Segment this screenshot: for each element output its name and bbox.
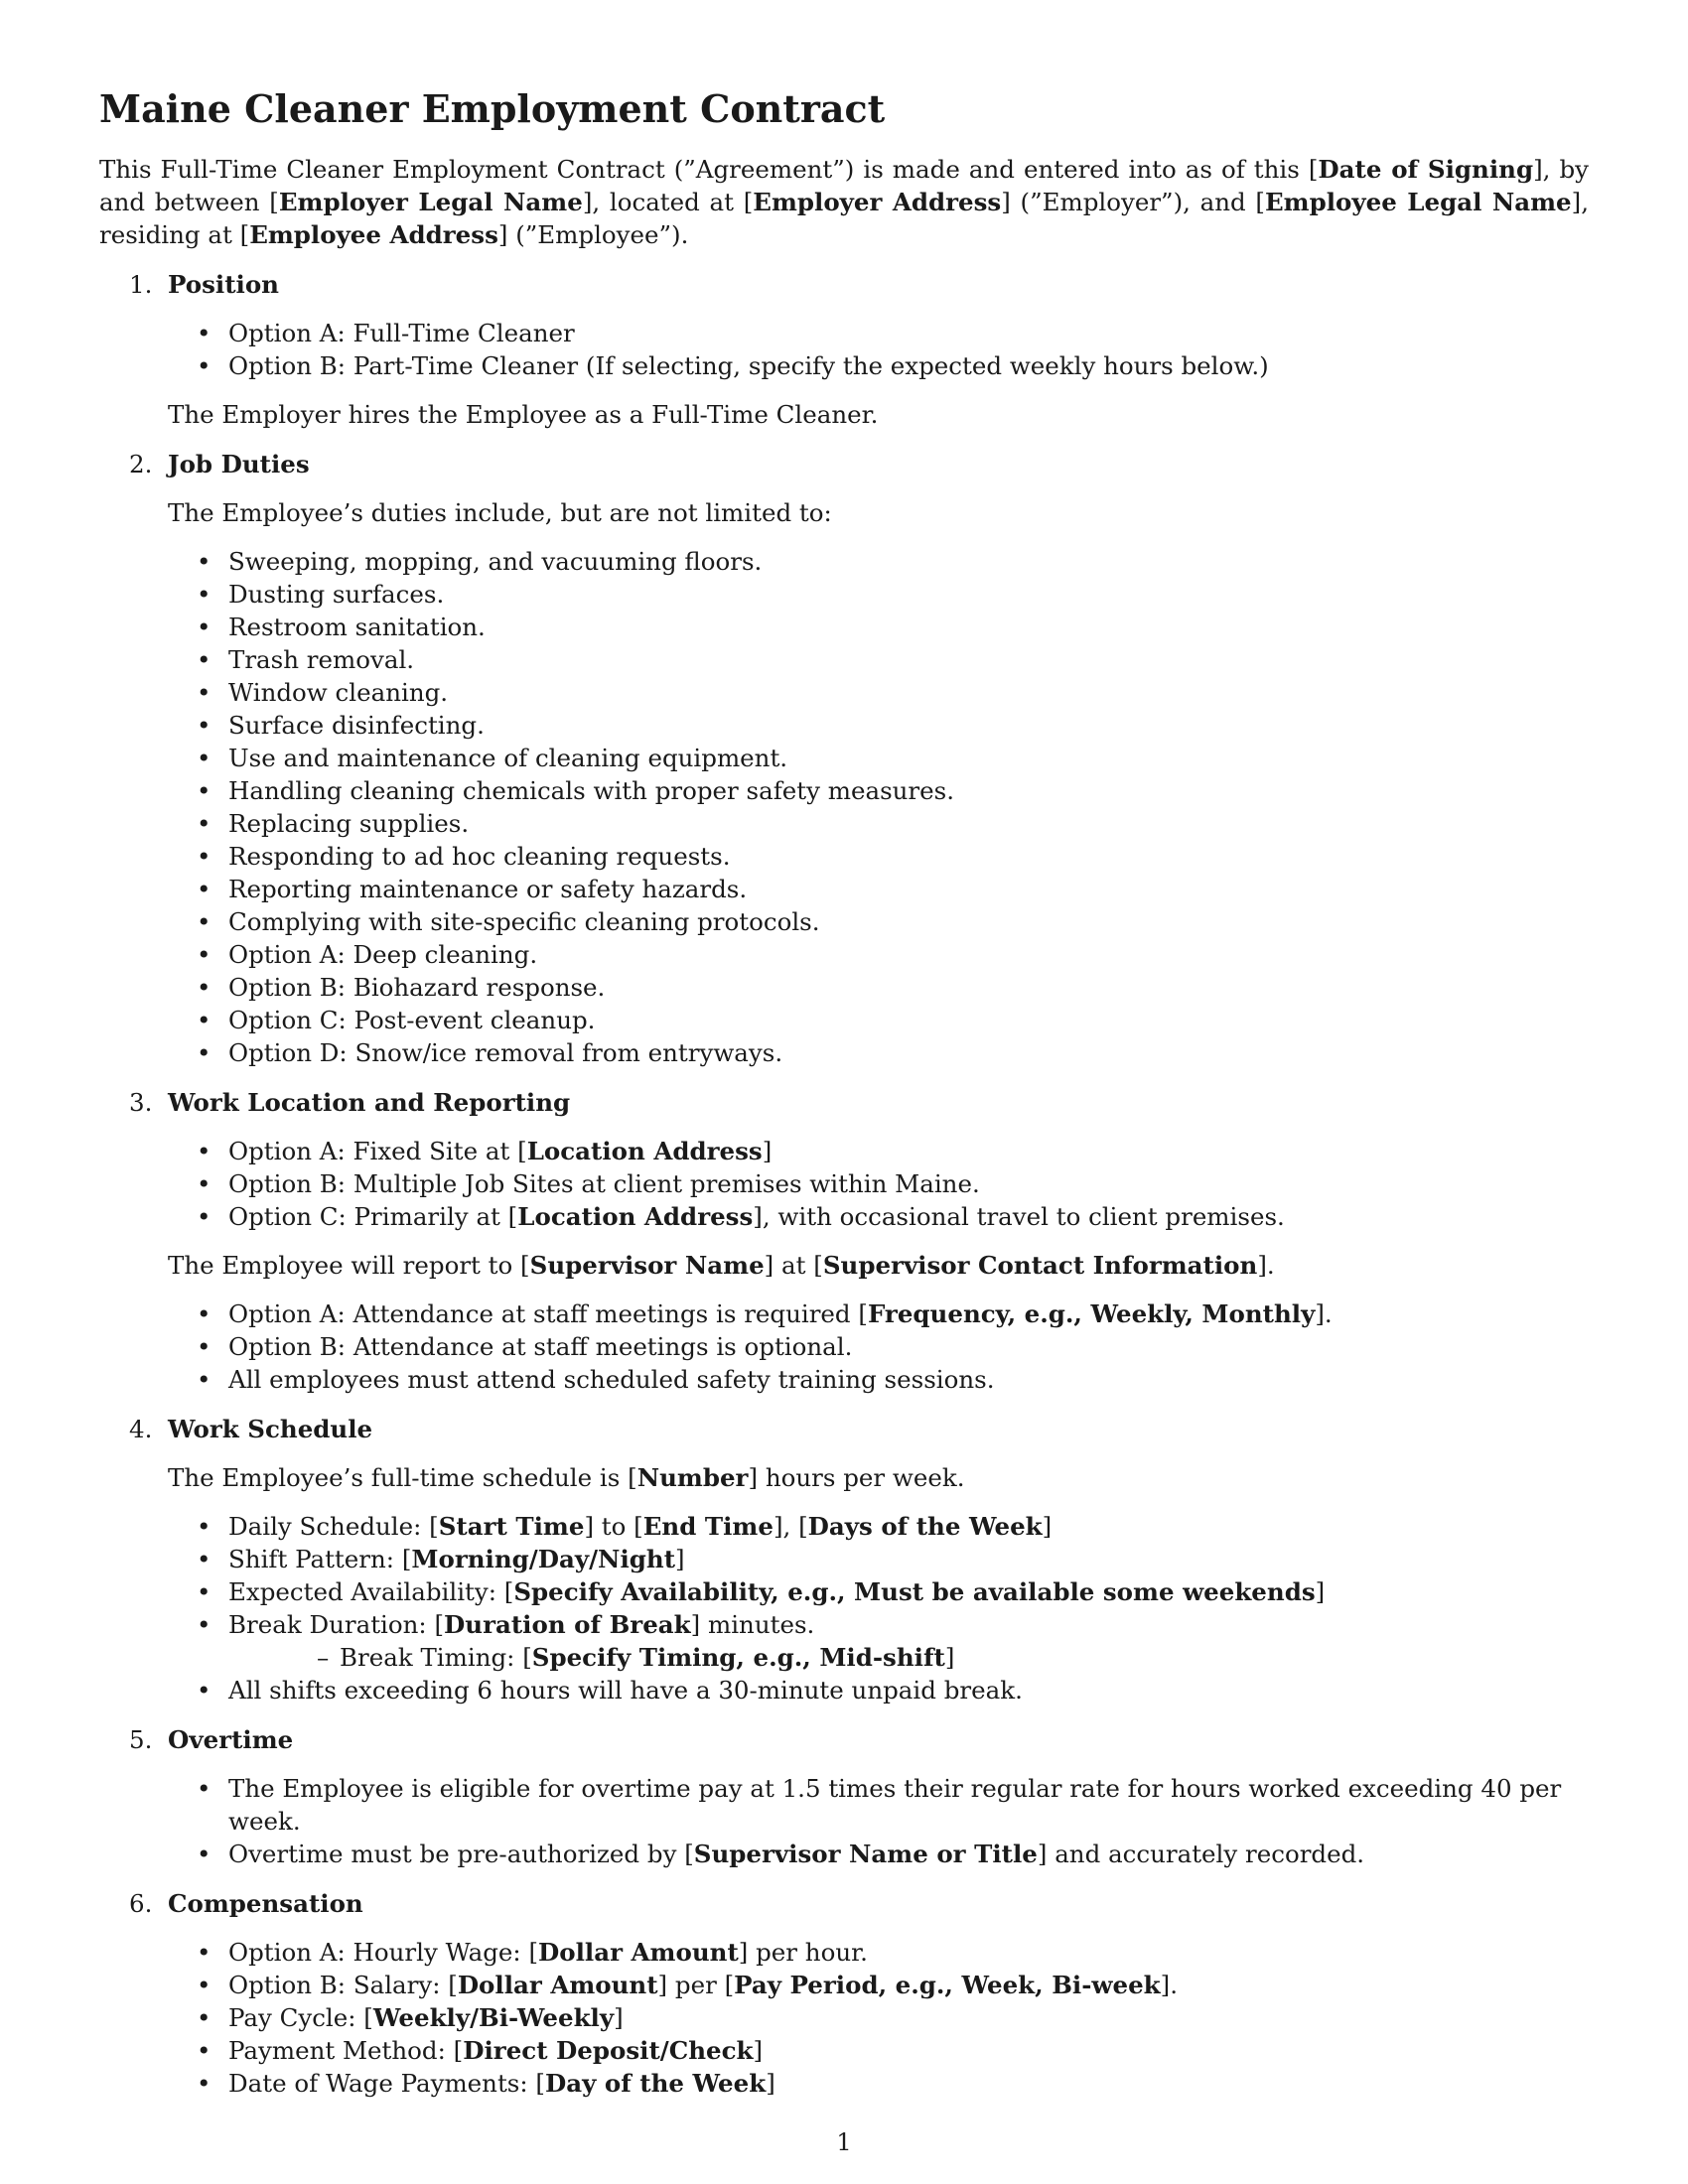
hours-paragraph: The Employee’s full-time schedule is [Number] hours per week. [168,1463,965,1492]
contract-sections [99,268,1589,2100]
list-item: • Complying with site-specific cleaning protocols. [168,905,1589,938]
list-item: • Dusting surfaces. [168,578,1589,611]
list-item: • Shift Pattern: [Morning/Day/Night] [168,1543,1589,1575]
section-title: Position [168,270,279,299]
location-address-placeholder: Location Address [526,1137,763,1165]
payment-method-placeholder: Direct Deposit/Check [463,2036,754,2065]
employer-legal-name-placeholder: Employer Legal Name [278,188,583,216]
list-item: • Option C: Primarily at [Location Address], with occasional travel to client premises. [168,1200,1589,1233]
section-number: 4. [129,1415,153,1443]
list-item: • Option A: Full-Time Cleaner [168,317,1589,349]
date-of-signing-placeholder: Date of Signing [1318,155,1534,184]
list-item: • Option D: Snow/ice removal from entryways. [168,1036,1589,1069]
section-work-schedule [99,1413,1589,1706]
list-item: • Option B: Part-Time Cleaner (If selecting, specify the expected weekly hours below.) [168,349,1589,382]
sub-list-item: – Break Timing: [Specify Timing, e.g., Mid-shift] [228,1641,1589,1674]
break-timing-placeholder: Specify Timing, e.g., Mid-shift [531,1643,945,1672]
section-paragraph: The Employee’s duties include, but are not limited to: [168,498,832,527]
list-item: • Restroom sanitation. [168,611,1589,643]
section-number: 5. [129,1725,153,1754]
list-item: • Replacing supplies. [168,807,1589,840]
list-item: • Reporting maintenance or safety hazards. [168,873,1589,905]
list-item: • Trash removal. [168,643,1589,676]
compensation-list [168,1936,1589,2100]
days-of-week-placeholder: Days of the Week [807,1512,1043,1541]
list-item: • Sweeping, mopping, and vacuuming floors. [168,545,1589,578]
list-item: • Expected Availability: [Specify Availability, e.g., Must be available some weekends] [168,1575,1589,1608]
list-item: • Option B: Multiple Job Sites at client premises within Maine. [168,1167,1589,1200]
schedule-list [168,1510,1589,1706]
break-duration-placeholder: Duration of Break [444,1610,691,1639]
contract-page [99,85,1589,2116]
pay-cycle-placeholder: Weekly/Bi-Weekly [372,2003,615,2032]
section-number: 2. [129,450,153,478]
section-title: Job Duties [168,450,310,478]
intro-paragraph: This Full-Time Cleaner Employment Contract (”Agreement”) is made and entered into as of this [Date of Signing], by and between [Employer Legal Name], located at [Employer Address] (”Employer”), and [Employee Legal Name], residing at [Employee Address] (”Employee”). [99,155,1589,249]
list-item: • Option A: Hourly Wage: [Dollar Amount] per hour. [168,1936,1589,1969]
list-item: • Window cleaning. [168,676,1589,709]
list-item: • Date of Wage Payments: [Day of the Week] [168,2067,1589,2100]
list-item: • Option B: Biohazard response. [168,971,1589,1004]
list-item: • Option C: Post-event cleanup. [168,1004,1589,1036]
section-title: Work Location and Reporting [168,1088,571,1117]
section-job-duties [99,448,1589,1069]
frequency-placeholder: Frequency, e.g., Weekly, Monthly [867,1299,1316,1328]
section-position [99,268,1589,431]
list-item: • All shifts exceeding 6 hours will have a 30-minute unpaid break. [168,1674,1589,1706]
meeting-options [168,1297,1589,1396]
supervisor-contact-placeholder: Supervisor Contact Information [822,1251,1258,1280]
list-item: • Option B: Salary: [Dollar Amount] per [Pay Period, e.g., Week, Bi-week]. [168,1969,1589,2001]
section-paragraph: The Employer hires the Employee as a Full-Time Cleaner. [168,400,879,429]
section-number: 6. [129,1889,153,1918]
list-item: • Surface disinfecting. [168,709,1589,742]
end-time-placeholder: End Time [642,1512,774,1541]
duties-list [168,545,1589,1069]
list-item: • Payment Method: [Direct Deposit/Check] [168,2034,1589,2067]
section-number: 1. [129,270,153,299]
position-options [168,317,1589,382]
list-item: • The Employee is eligible for overtime pay at 1.5 times their regular rate for hours worked exceeding 40 per week. [168,1772,1589,1838]
list-item: • All employees must attend scheduled safety training sessions. [168,1363,1589,1396]
list-item: • Option B: Attendance at staff meetings is optional. [168,1330,1589,1363]
payment-day-placeholder: Day of the Week [544,2069,767,2098]
hours-number-placeholder: Number [636,1463,749,1492]
list-item: • Overtime must be pre-authorized by [Supervisor Name or Title] and accurately recorded. [168,1838,1589,1870]
hourly-amount-placeholder: Dollar Amount [538,1938,739,1967]
list-item: • Use and maintenance of cleaning equipment. [168,742,1589,774]
list-item: • Option A: Attendance at staff meetings is required [Frequency, e.g., Weekly, Monthly]. [168,1297,1589,1330]
section-title: Work Schedule [168,1415,373,1443]
section-number: 3. [129,1088,153,1117]
shift-pattern-placeholder: Morning/Day/Night [411,1545,676,1573]
section-work-location [99,1086,1589,1396]
employer-address-placeholder: Employer Address [753,188,1002,216]
list-item: • Daily Schedule: [Start Time] to [End Time], [Days of the Week] [168,1510,1589,1543]
availability-placeholder: Specify Availability, e.g., Must be available some weekends [513,1577,1316,1606]
salary-amount-placeholder: Dollar Amount [457,1971,658,1999]
start-time-placeholder: Start Time [438,1512,585,1541]
list-item: • Handling cleaning chemicals with proper safety measures. [168,774,1589,807]
list-item: • Option A: Deep cleaning. [168,938,1589,971]
section-title: Compensation [168,1889,363,1918]
supervisor-title-placeholder: Supervisor Name or Title [693,1840,1038,1868]
location-options [168,1135,1589,1233]
overtime-list [168,1772,1589,1870]
supervisor-name-placeholder: Supervisor Name [529,1251,765,1280]
location-address-placeholder: Location Address [517,1202,754,1231]
document-title: Maine Cleaner Employment Contract [99,86,886,131]
page-number: 1 [836,2128,852,2156]
list-item: • Option A: Fixed Site at [Location Address] [168,1135,1589,1167]
employee-legal-name-placeholder: Employee Legal Name [1265,188,1572,216]
section-title: Overtime [168,1725,294,1754]
employee-address-placeholder: Employee Address [249,220,498,249]
reporting-paragraph: The Employee will report to [Supervisor Name] at [Supervisor Contact Information]. [168,1251,1275,1280]
section-overtime [99,1723,1589,1870]
pay-period-placeholder: Pay Period, e.g., Week, Bi-week [734,1971,1161,1999]
list-item: • Pay Cycle: [Weekly/Bi-Weekly] [168,2001,1589,2034]
list-item: • Break Duration: [Duration of Break] minutes. – Break Timing: [Specify Timing, e.g., Mid-shift] [168,1608,1589,1674]
list-item: • Responding to ad hoc cleaning requests. [168,840,1589,873]
section-compensation [99,1887,1589,2100]
